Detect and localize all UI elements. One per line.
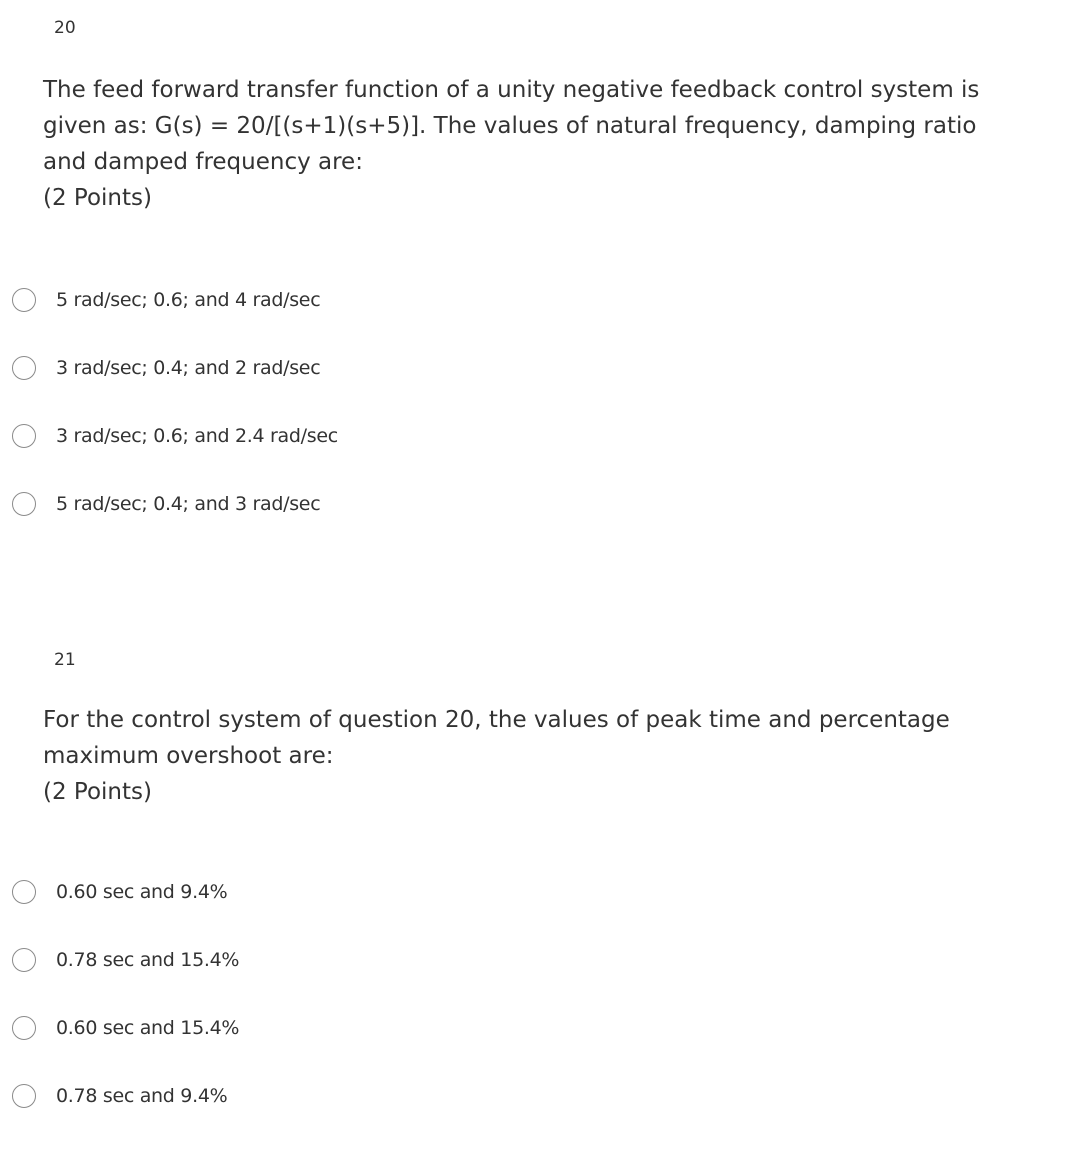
option-label: 5 rad/sec; 0.4; and 3 rad/sec bbox=[56, 493, 321, 515]
option-label: 0.60 sec and 15.4% bbox=[56, 1017, 240, 1039]
answer-option[interactable] bbox=[12, 402, 712, 470]
question-text-line: For the control system of question 20, the values of peak time and percentage bbox=[43, 707, 950, 733]
option-label: 3 rad/sec; 0.6; and 2.4 rad/sec bbox=[56, 425, 338, 447]
option-label: 5 rad/sec; 0.6; and 4 rad/sec bbox=[56, 289, 321, 311]
question-text-line: given as: G(s) = 20/[(s+1)(s+5)]. The values of natural frequency, damping ratio bbox=[43, 113, 977, 139]
answer-options bbox=[12, 858, 712, 1130]
answer-option[interactable] bbox=[12, 470, 712, 538]
question-text-line: and damped frequency are: bbox=[43, 149, 363, 175]
question-text-line: The feed forward transfer function of a unity negative feedback control system is bbox=[43, 77, 980, 103]
question-text bbox=[43, 72, 1053, 216]
answer-option[interactable] bbox=[12, 994, 712, 1062]
question-points: (2 Points) bbox=[43, 185, 152, 211]
answer-option[interactable] bbox=[12, 1062, 712, 1130]
option-label: 0.60 sec and 9.4% bbox=[56, 881, 228, 903]
question-text bbox=[43, 702, 1053, 810]
radio-button[interactable] bbox=[12, 948, 36, 972]
answer-option[interactable] bbox=[12, 858, 712, 926]
radio-button[interactable] bbox=[12, 1084, 36, 1108]
answer-options bbox=[12, 266, 712, 538]
radio-button[interactable] bbox=[12, 288, 36, 312]
option-label: 0.78 sec and 9.4% bbox=[56, 1085, 228, 1107]
option-label: 3 rad/sec; 0.4; and 2 rad/sec bbox=[56, 357, 321, 379]
question-number: 21 bbox=[54, 650, 76, 670]
answer-option[interactable] bbox=[12, 926, 712, 994]
question-number: 20 bbox=[54, 18, 76, 38]
radio-button[interactable] bbox=[12, 356, 36, 380]
question-points: (2 Points) bbox=[43, 779, 152, 805]
radio-button[interactable] bbox=[12, 880, 36, 904]
question-text-line: maximum overshoot are: bbox=[43, 743, 334, 769]
answer-option[interactable] bbox=[12, 334, 712, 402]
option-label: 0.78 sec and 15.4% bbox=[56, 949, 240, 971]
radio-button[interactable] bbox=[12, 1016, 36, 1040]
radio-button[interactable] bbox=[12, 492, 36, 516]
radio-button[interactable] bbox=[12, 424, 36, 448]
answer-option[interactable] bbox=[12, 266, 712, 334]
